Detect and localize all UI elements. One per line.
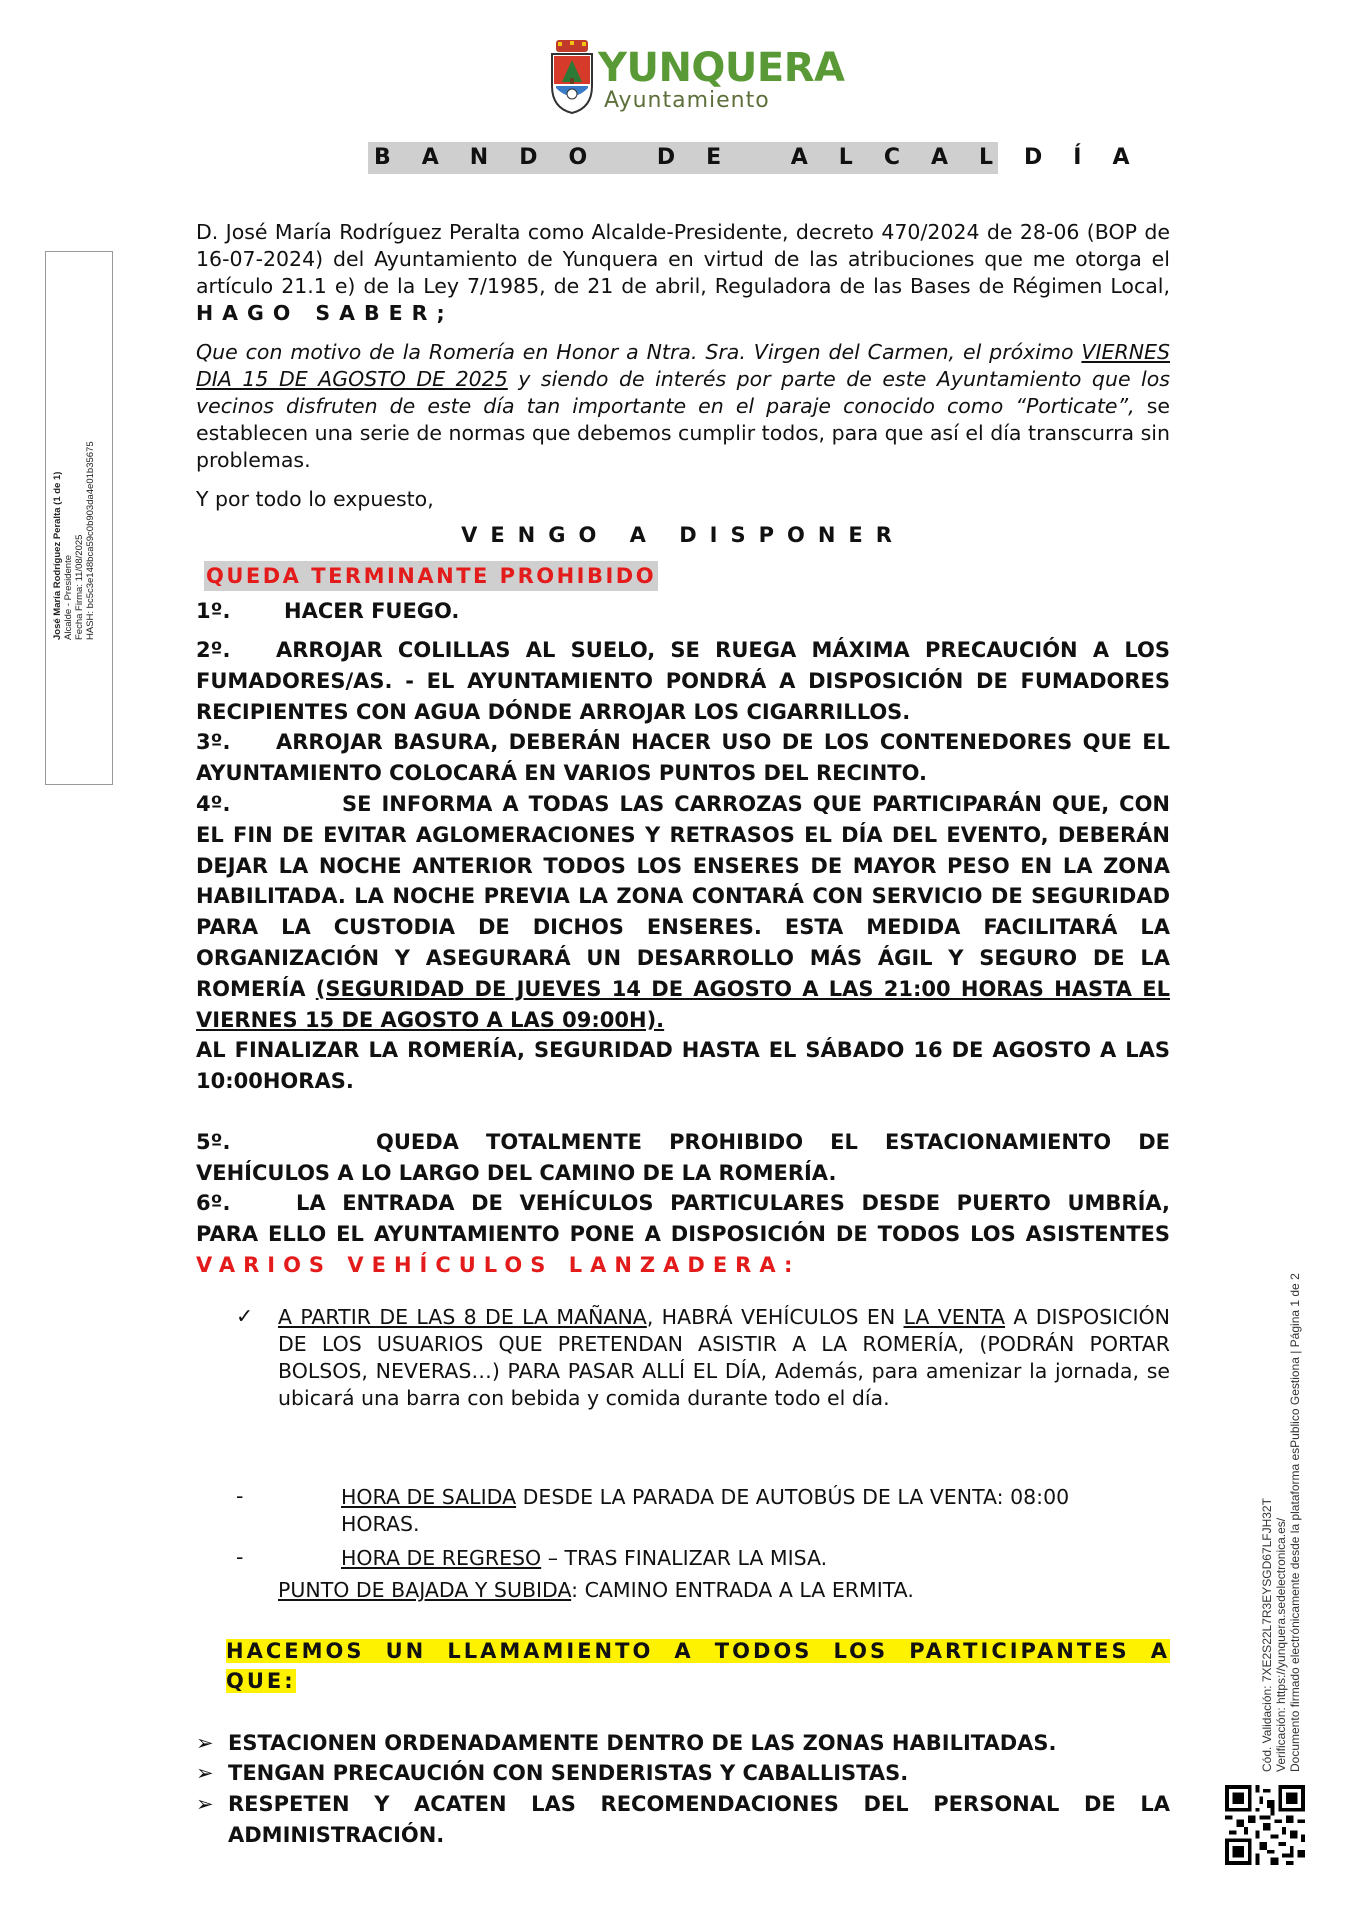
dash-2: - [236, 1545, 244, 1569]
call-text: HACEMOS UN LLAMAMIENTO A TODOS LOS PARTICIPANTES A QUE: [226, 1639, 1170, 1693]
shuttle-text-1: , HABRÁ VEHÍCULOS EN [646, 1305, 896, 1329]
return-label: HORA DE REGRESO [341, 1546, 542, 1570]
departure-cont: HORAS. [341, 1512, 420, 1536]
departure-text: DESDE LA PARADA DE AUTOBÚS DE LA VENTA: 08:00 [522, 1485, 1070, 1509]
item-2-number: 2º. [196, 638, 231, 662]
pickup-point [278, 1577, 1170, 1604]
arrow-icon: ➢ [196, 1792, 214, 1816]
item-4-security: (SEGURIDAD DE JUEVES 14 DE AGOSTO A LAS 21:00 HORAS HASTA EL VIERNES 15 DE AGOSTO A LAS 09:00H). [196, 976, 1171, 1032]
qr-code-icon[interactable] [1225, 1785, 1305, 1865]
la-venta: LA VENTA [903, 1305, 1006, 1329]
arrow-icon: ➢ [196, 1761, 214, 1785]
verification-url: Verificación: https://yunquera.sedelectronica.es/ [1274, 1517, 1288, 1772]
signature-info [52, 410, 96, 640]
final-item-3-text: RESPETEN Y ACATEN LAS RECOMENDACIONES DEL PERSONAL DE LA ADMINISTRACIÓN. [228, 1792, 1170, 1847]
item-1-number: 1º. [196, 599, 231, 623]
item-4 [196, 789, 1170, 1097]
signer-role: Alcalde - Presidente [63, 554, 74, 640]
document-title: BANDO DE ALCALDÍA [368, 142, 998, 174]
item-4-final: AL FINALIZAR LA ROMERÍA, SEGURIDAD HASTA EL SÁBADO 16 DE AGOSTO A LAS 10:00HORAS. [196, 1038, 1170, 1094]
pickup-text: : CAMINO ENTRADA A LA ERMITA. [571, 1578, 914, 1602]
platform-note: Documento firmado electrónicamente desde la plataforma esPublico Gestiona | Página 1 de 2 [1288, 1273, 1302, 1772]
brand-subtitle: Ayuntamiento [604, 88, 770, 113]
shuttle-vehicles: VARIOS VEHÍCULOS LANZADERA: [196, 1252, 801, 1277]
item-3 [196, 727, 1170, 789]
item-3-number: 3º. [196, 730, 231, 754]
validation-code: Cód. Validación: 7XE2S22L7R3EYSGD67LFJH32T [1260, 1498, 1274, 1772]
item-5-text: QUEDA TOTALMENTE PROHIBIDO EL ESTACIONAMIENTO DE VEHÍCULOS A LO LARGO DEL CAMINO DE LA ROMERÍA. [196, 1130, 1170, 1185]
dash-1: - [236, 1484, 244, 1508]
item-1-text: HACER FUEGO. [284, 599, 460, 623]
start-time: A PARTIR DE LAS 8 DE LA MAÑANA [278, 1305, 647, 1329]
check-icon: ✓ [236, 1304, 254, 1328]
item-1 [196, 596, 1170, 627]
item-3-text: ARROJAR BASURA, DEBERÁN HACER USO DE LOS CONTENEDORES QUE EL AYUNTAMIENTO COLOCARÁ EN VARIOS PUNTOS DEL RECINTO. [196, 730, 1170, 785]
signature-hash: HASH: bc5c3e148bca59c0b903da4e01b35675 [85, 441, 96, 640]
item-6-text: LA ENTRADA DE VEHÍCULOS PARTICULARES DESDE PUERTO UMBRÍA, PARA ELLO EL AYUNTAMIENTO PONE A DISPOSICIÓN DE TODOS LOS ASISTENTES [196, 1191, 1170, 1246]
final-item-2-text: TENGAN PRECAUCIÓN CON SENDERISTAS Y CABALLISTAS. [228, 1761, 909, 1785]
motivo-part3: se establecen una serie de normas que debemos cumplir todos, para que así el día transcurra sin problemas. [196, 394, 1170, 472]
intro-paragraph [196, 219, 1170, 327]
item-5 [196, 1127, 1170, 1189]
hago-saber: HAGO SABER; [196, 301, 454, 325]
municipal-logo [548, 38, 845, 118]
brand-name: YUNQUERA [598, 45, 845, 91]
item-4-number: 4º. [196, 792, 231, 816]
call-heading [226, 1636, 1170, 1696]
final-item-2 [196, 1758, 1170, 1789]
shuttle-text-2: A DISPOSICIÓN DE LOS USUARIOS QUE PRETENDAN ASISTIR A LA ROMERÍA, (PODRÁN PORTAR BOLSOS, NEVERAS…) PARA PASAR ALLÍ EL DÍA, Además, para amenizar la jornada, se ubicará una barra con bebida y comida durante todo el día. [278, 1305, 1170, 1410]
validation-info [1260, 1202, 1302, 1772]
prohibido-heading: QUEDA TERMINANTE PROHIBIDO [204, 561, 658, 591]
motivo-paragraph [196, 339, 1170, 474]
item-2 [196, 635, 1170, 727]
motivo-part1: Que con motivo de la Romería en Honor a Ntra. Sra. Virgen del Carmen, el próximo [196, 340, 1074, 364]
coat-of-arms-icon [548, 38, 596, 114]
intro-text: D. José María Rodríguez Peralta como Alcalde-Presidente, decreto 470/2024 de 28-06 (BOP de 16-07-2024) del Ayuntamiento de Yunquera en virtud de las atribuciones que me otorga el artículo 21.1 e) de la Ley 7/1985, de 21 de abril, Reguladora de las Bases de Régimen Local, [196, 220, 1170, 298]
return-time [341, 1545, 1170, 1572]
item-2-text: ARROJAR COLILLAS AL SUELO, SE RUEGA MÁXIMA PRECAUCIÓN A LOS FUMADORES/AS. - EL AYUNTAMIENTO PONDRÁ A DISPOSICIÓN DE FUMADORES RECIPIENTES CON AGUA DÓNDE ARROJAR LOS CIGARRILLOS. [196, 638, 1170, 724]
shuttle-info [278, 1304, 1170, 1412]
signer-name: José María Rodríguez Peralta (1 de 1) [52, 471, 63, 640]
vengo-heading: VENGO A DISPONER [461, 523, 905, 547]
pickup-label: PUNTO DE BAJADA Y SUBIDA [278, 1578, 572, 1602]
motivo-part2: y siendo de interés por parte de este Ayuntamiento que los vecinos disfruten de este día tan importante en el paraje conocido como “Porticate”, [196, 367, 1170, 418]
item-6-number: 6º. [196, 1191, 231, 1215]
signature-date: Fecha Firma: 11/08/2025 [74, 534, 85, 640]
event-date: VIERNES DIA 15 DE AGOSTO DE 2025 [196, 340, 1170, 391]
departure-time [341, 1484, 1170, 1538]
departure-label: HORA DE SALIDA [341, 1485, 517, 1509]
item-6 [196, 1188, 1170, 1280]
item-4-text: SE INFORMA A TODAS LAS CARROZAS QUE PARTICIPARÁN QUE, CON EL FIN DE EVITAR AGLOMERACIONES Y RETRASOS EL DÍA DEL EVENTO, DEBERÁN DEJAR LA NOCHE ANTERIOR TODOS LOS ENSERES DE MAYOR PESO EN LA ZONA HABILITADA. LA NOCHE PREVIA LA ZONA CONTARÁ CON SERVICIO DE SEGURIDAD PARA LA CUSTODIA DE DICHOS ENSERES. ESTA MEDIDA FACILITARÁ LA ORGANIZACIÓN Y ASEGURARÁ UN DESARROLLO MÁS ÁGIL Y SEGURO DE LA ROMERÍA [196, 792, 1170, 1001]
final-item-3 [196, 1789, 1170, 1850]
expuesto-text: Y por todo lo expuesto, [196, 487, 434, 511]
return-text: – TRAS FINALIZAR LA MISA. [547, 1546, 828, 1570]
arrow-icon: ➢ [196, 1731, 214, 1755]
final-item-1-text: ESTACIONEN ORDENADAMENTE DENTRO DE LAS ZONAS HABILITADAS. [228, 1731, 1057, 1755]
final-item-1 [196, 1728, 1170, 1759]
item-5-number: 5º. [196, 1130, 231, 1154]
